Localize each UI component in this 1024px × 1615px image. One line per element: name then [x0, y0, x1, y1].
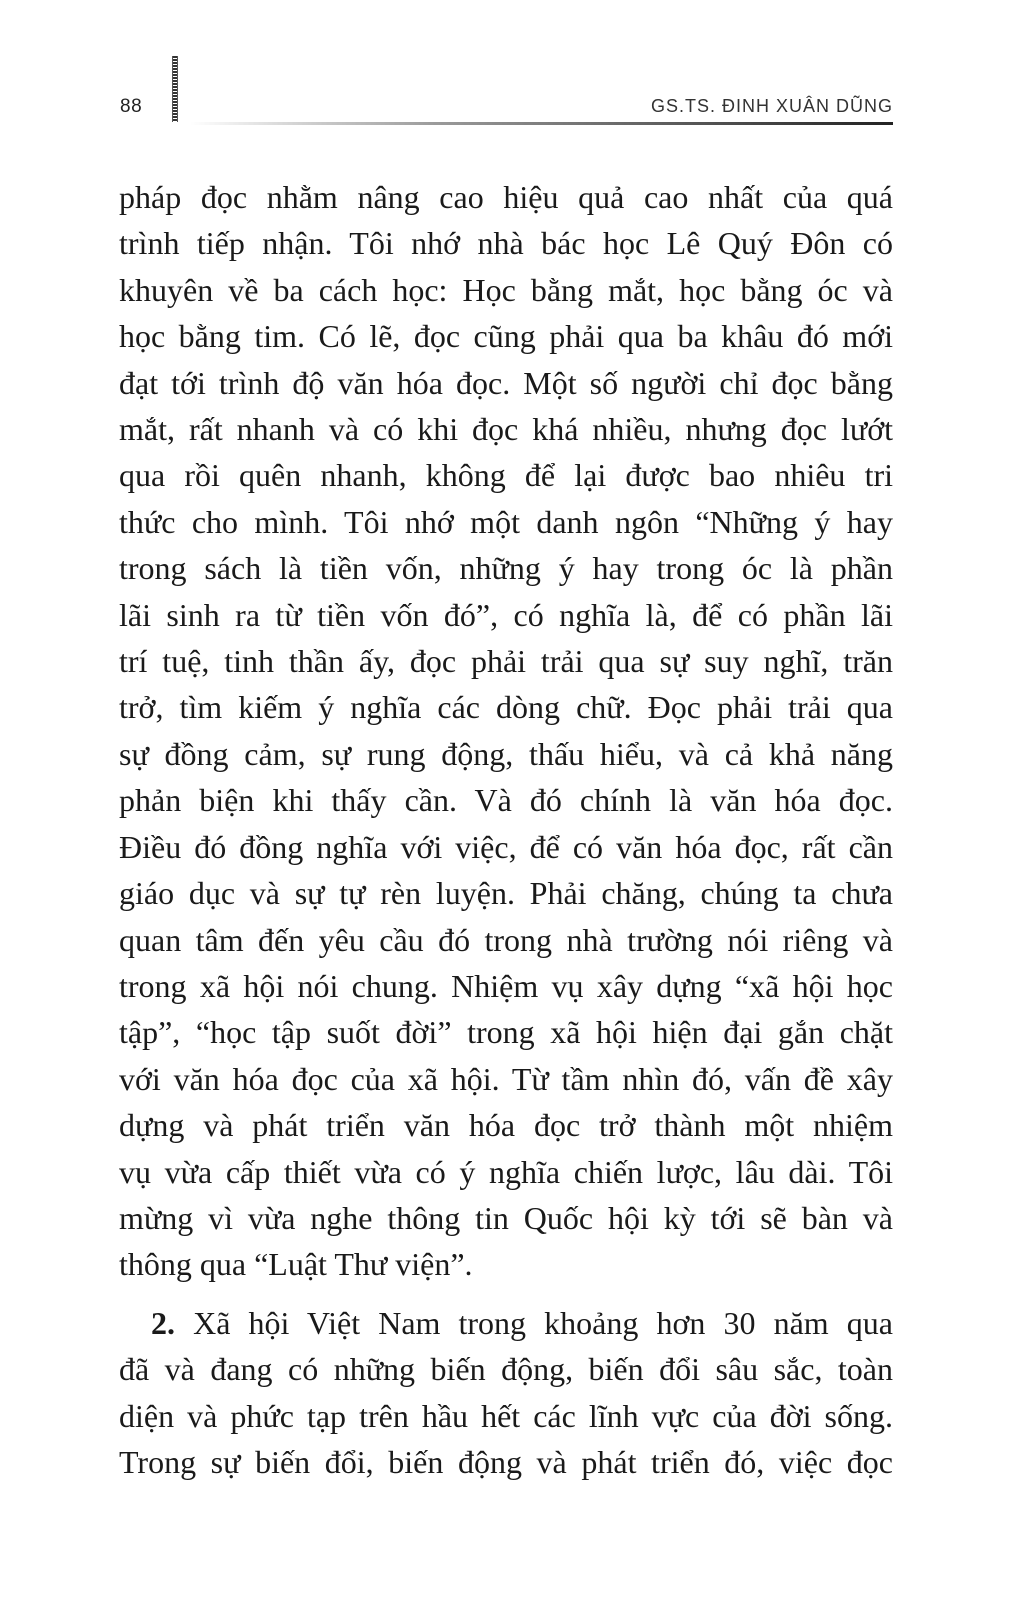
page-body: [119, 174, 893, 1485]
text-line: dựng và phát triển văn hóa đọc trở thành một nhiệm: [119, 1107, 893, 1144]
running-header-author: GS.TS. ĐINH XUÂN DŨNG: [650, 96, 893, 116]
text-line: mừng vì vừa nghe thông tin Quốc hội kỳ tới sẽ bàn và: [119, 1199, 893, 1236]
text-line: trong sách là tiền vốn, những ý hay trong óc là phần: [119, 550, 893, 587]
text-line: khuyên về ba cách học: Học bằng mắt, học bằng óc và: [119, 271, 893, 308]
page-header: [0, 0, 1024, 140]
header-ornament: [172, 56, 178, 122]
text-line: vụ vừa cấp thiết vừa có ý nghĩa chiến lược, lâu dài. Tôi: [119, 1153, 893, 1190]
text-line: [119, 1300, 893, 1346]
text-line: pháp đọc nhằm nâng cao hiệu quả cao nhất của quá: [119, 179, 893, 215]
text-line: đã và đang có những biến động, biến đổi sâu sắc, toàn: [119, 1351, 893, 1388]
paragraph-gap: [119, 1288, 893, 1300]
text-line: diện và phức tạp trên hầu hết các lĩnh vực của đời sống.: [119, 1397, 893, 1434]
text-line: Trong sự biến đổi, biến động và phát triển đó, việc đọc: [119, 1443, 893, 1480]
text-line: giáo dục và sự tự rèn luyện. Phải chăng, chúng ta chưa: [119, 875, 893, 912]
text-line: phản biện khi thấy cần. Và đó chính là văn hóa đọc.: [119, 782, 893, 819]
section-number: 2.: [151, 1304, 175, 1341]
text-line: thức cho mình. Tôi nhớ một danh ngôn “Những ý hay: [119, 503, 893, 540]
text-line: học bằng tim. Có lẽ, đọc cũng phải qua ba khâu đó mới: [119, 318, 893, 355]
text-line: trở, tìm kiếm ý nghĩa các dòng chữ. Đọc phải trải qua: [119, 689, 893, 726]
text-line: lãi sinh ra từ tiền vốn đó”, có nghĩa là, để có phần lãi: [119, 596, 893, 633]
text-line: tập”, “học tập suốt đời” trong xã hội hiện đại gắn chặt: [119, 1014, 893, 1051]
header-rule: [190, 122, 893, 125]
text-line: trình tiếp nhận. Tôi nhớ nhà bác học Lê Quý Đôn có: [119, 225, 893, 262]
text-line: Điều đó đồng nghĩa với việc, để có văn hóa đọc, rất cần: [119, 828, 893, 865]
text-line: qua rồi quên nhanh, không để lại được bao nhiêu tri: [119, 457, 893, 494]
text-line-rest: Xã hội Việt Nam trong khoảng hơn 30 năm qua: [175, 1304, 893, 1341]
paragraph-1: [119, 174, 893, 1288]
paragraph-2: [119, 1300, 893, 1486]
text-line: thông qua “Luật Thư viện”.: [119, 1246, 473, 1283]
text-line: quan tâm đến yêu cầu đó trong nhà trường nói riêng và: [119, 921, 893, 958]
text-line: sự đồng cảm, sự rung động, thấu hiểu, và cả khả năng: [119, 735, 893, 772]
text-line: trí tuệ, tinh thần ấy, đọc phải trải qua sự suy nghĩ, trăn: [119, 643, 893, 680]
text-line: trong xã hội nói chung. Nhiệm vụ xây dựng “xã hội học: [119, 967, 893, 1004]
text-line: mắt, rất nhanh và có khi đọc khá nhiều, nhưng đọc lướt: [119, 411, 893, 448]
text-line: với văn hóa đọc của xã hội. Từ tầm nhìn đó, vấn đề xây: [119, 1060, 893, 1097]
page-number: 88: [120, 96, 143, 117]
text-line: đạt tới trình độ văn hóa đọc. Một số người chỉ đọc bằng: [119, 364, 893, 401]
